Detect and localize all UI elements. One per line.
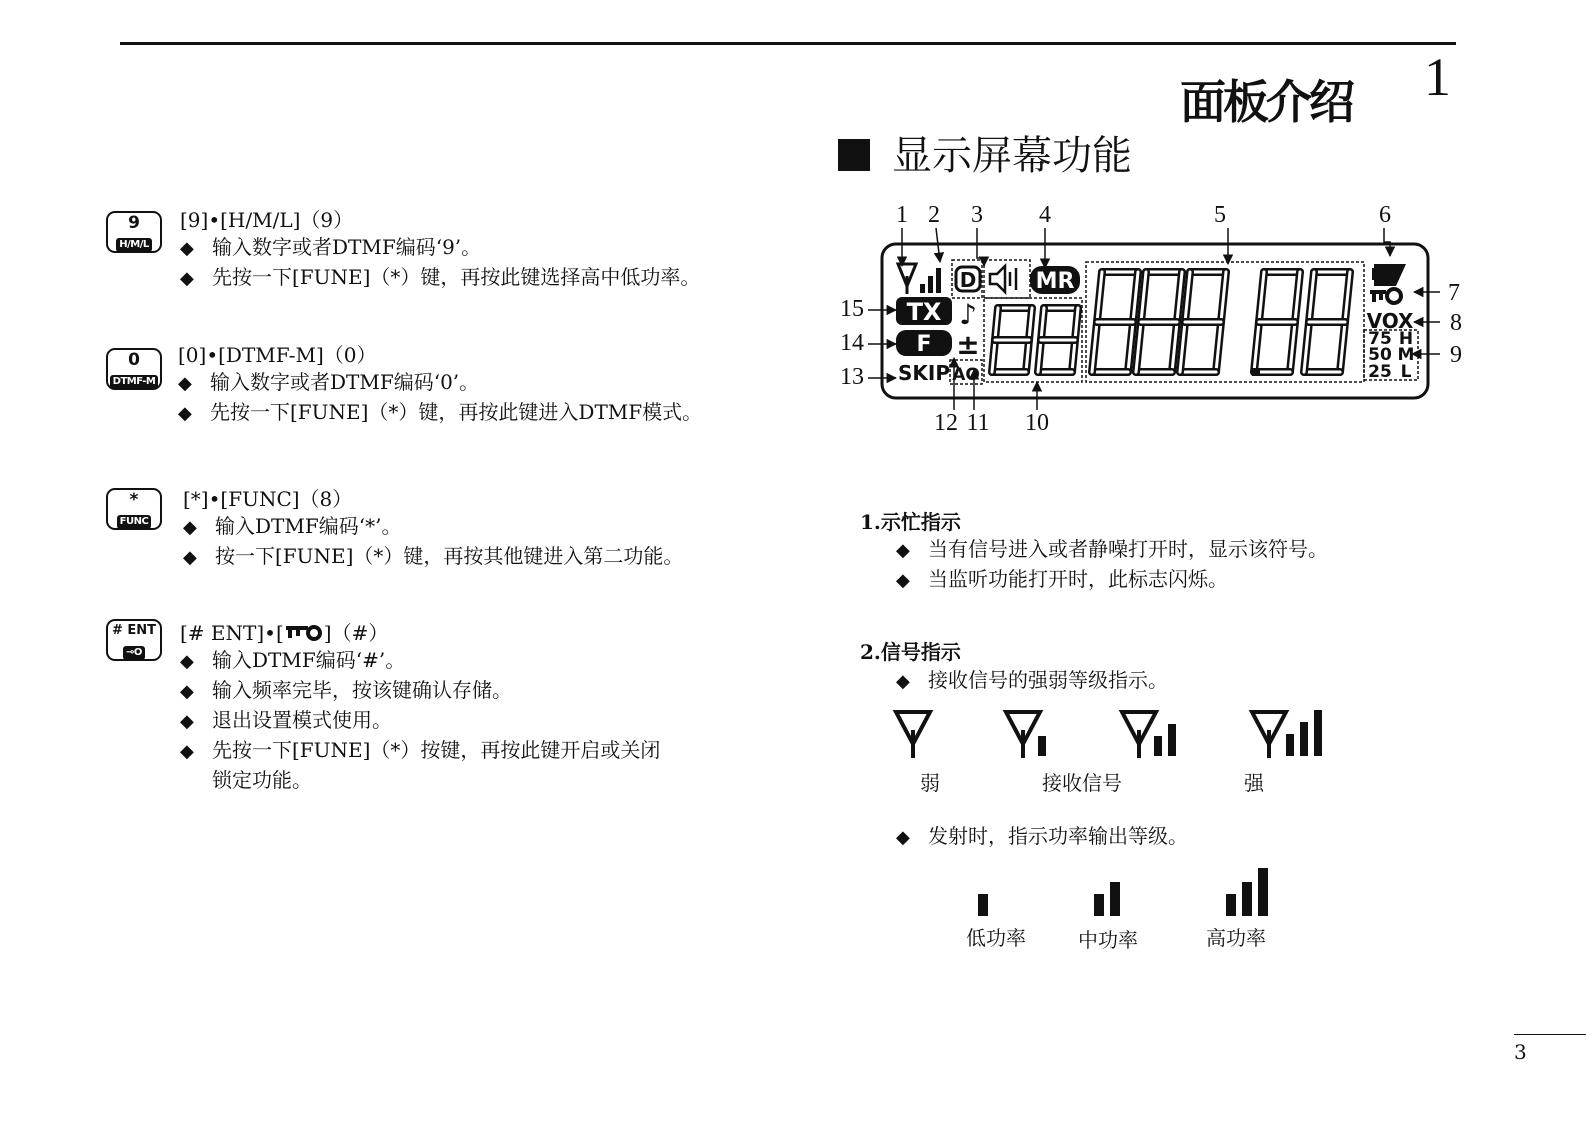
bullet-text: 先按一下[FUNE]（*）按键，再按此键开启或关闭 [212,738,661,762]
antenna-3-icon [1252,712,1286,758]
key-star-bullets [183,512,683,572]
level-25: 25 [1368,362,1392,382]
key-9-icon [106,211,162,253]
diamond-icon: ◆ [180,238,194,259]
bullet-text: 先按一下[FUNE]（*）键，再按此键选择高中低功率。 [212,265,701,289]
key-0-bottom: DTMF-M [110,375,159,389]
level-50: 50 [1368,345,1392,365]
key-star-top: * [129,490,139,510]
tx-indicator-icon [896,297,952,326]
callout-4: 4 [1039,202,1051,228]
key-hash-top: # ENT [111,623,157,638]
tx-power-bullet [896,822,1188,852]
speaker-icon [990,266,1016,292]
key-star-heading: [*]•[FUNC]（8） [183,487,353,511]
svg-text:TX: TX [906,298,942,326]
diamond-icon: ◆ [896,671,910,692]
diamond-icon: ◆ [178,373,192,394]
callout-10: 10 [1025,410,1049,436]
diamond-icon: ◆ [896,540,910,561]
page-rule [1514,1034,1586,1035]
bullet-text: 输入频率完毕，按该键确认存储。 [212,678,512,702]
busy-indicator-bullets [896,535,1328,595]
decimal-point [1252,368,1260,376]
key-9-heading: [9]•[H/M/L]（9） [180,208,354,232]
chapter-title: 面板介绍 [1180,75,1352,129]
section-title-text: 显示屏幕功能 [892,133,1132,179]
callout-12: 12 [934,410,958,436]
callout-1: 1 [896,202,908,228]
list-item [896,535,1328,565]
list-item [180,706,660,736]
callout-3: 3 [971,202,983,228]
note-icon: ♪ [959,298,977,331]
callout-5: 5 [1214,202,1226,228]
skip-label: SKIP [898,361,951,385]
power-low-icon [978,894,988,916]
key-9-top: 9 [128,213,140,233]
caption-mid-power: 中功率 [1078,928,1138,952]
bullet-text: 发射时，指示功率输出等级。 [928,824,1188,848]
bullet-text: 输入DTMF编码‘*’。 [215,514,402,538]
bullet-text: 先按一下[FUNE]（*）键，再按此键进入DTMF模式。 [210,400,703,424]
key-0-top: 0 [128,350,140,370]
diamond-icon: ◆ [180,651,194,672]
callout-13: 13 [840,364,864,390]
diamond-icon: ◆ [180,711,194,732]
list-item [180,233,700,263]
callout-9: 9 [1450,342,1462,368]
list-item [178,398,702,428]
list-item [180,676,660,706]
svg-text:F: F [916,332,932,357]
page-number: 3 [1514,1040,1527,1064]
key-star-icon [106,488,162,530]
callout-8: 8 [1450,310,1462,336]
bullet-text: 退出设置模式使用。 [212,708,392,732]
key-lock-icon [284,624,324,642]
signal-indicator-bullet [896,666,1168,696]
callout-11: 11 [966,410,990,436]
level-m: M [1397,345,1415,365]
bullet-text: 当监听功能打开时，此标志闪烁。 [928,567,1228,591]
caption-high-power: 高功率 [1206,926,1266,950]
diamond-icon: ◆ [180,741,194,762]
section-title [838,124,1132,181]
list-item [896,822,1188,852]
level-75: 75 [1368,329,1392,349]
heading-part-b: ]（#） [323,621,389,645]
duplex-d-icon [956,267,980,292]
list-item-continuation: 锁定功能。 [212,768,312,792]
callout-15: 15 [840,296,864,322]
bullet-text: 当有信号进入或者静噪打开时，显示该符号。 [928,537,1328,561]
diamond-icon: ◆ [180,268,194,289]
svg-text:D: D [959,268,977,292]
bullet-text: 输入DTMF编码‘#’。 [212,648,406,672]
offset-pm-icon: ± [956,328,980,361]
diamond-icon: ◆ [183,547,197,568]
key-0-icon [106,348,162,390]
callout-2: 2 [928,202,940,228]
callout-14: 14 [840,330,864,356]
level-h: H [1398,329,1414,349]
key-star-bottom: FUNC [117,515,152,529]
square-bullet-icon [838,139,870,171]
power-level-icons [960,860,1280,920]
function-f-icon [896,330,952,357]
signal-antenna-icon [898,264,941,294]
busy-indicator-title: 1.示忙指示 [860,510,961,534]
antenna-0-icon [896,712,930,758]
caption-weak: 弱 [920,771,940,795]
list-item [180,263,700,293]
diamond-icon: ◆ [896,827,910,848]
caption-low-power: 低功率 [966,926,1026,950]
caption-strong: 强 [1244,771,1264,795]
list-item [180,646,660,676]
key-9-bullets [180,233,700,293]
memory-mr-icon [1030,266,1080,294]
key-hash-icon [106,619,162,661]
header-rule [120,42,1456,45]
bullet-text: 接收信号的强弱等级指示。 [928,668,1168,692]
ao-label: AO [952,365,980,385]
list-item [183,542,683,572]
signal-strength-icons [890,704,1340,764]
bullet-text: 输入数字或者DTMF编码‘9’。 [212,235,482,259]
heading-part-a: [# ENT]•[ [180,621,284,645]
key-9-bottom: H/M/L [116,238,152,252]
vox-label: VOX [1366,309,1414,333]
diamond-icon: ◆ [180,681,194,702]
antenna-1-icon [1006,712,1040,758]
signal-indicator-title: 2.信号指示 [860,640,961,664]
list-item [896,666,1168,696]
callout-7: 7 [1448,280,1460,306]
key-lock-icon: ⊸O [123,646,145,660]
diamond-icon: ◆ [178,403,192,424]
diamond-icon: ◆ [183,517,197,538]
list-item [896,565,1328,595]
key-hash-heading [180,617,388,646]
diamond-icon: ◆ [896,570,910,591]
list-item [180,736,660,766]
svg-text:MR: MR [1035,269,1075,294]
caption-receive-signal: 接收信号 [1042,771,1122,795]
lcd-diagram [834,196,1474,440]
key-lock-icon [1370,289,1401,303]
bullet-text: 按一下[FUNE]（*）键，再按其他键进入第二功能。 [215,544,684,568]
key-0-bullets [178,368,702,428]
level-l: L [1400,362,1412,382]
antenna-2-icon [1122,712,1156,758]
callout-6: 6 [1379,202,1391,228]
bullet-text: 输入数字或者DTMF编码‘0’。 [210,370,480,394]
list-item [183,512,683,542]
list-item [178,368,702,398]
battery-icon [1372,264,1406,286]
key-hash-bullets [180,646,660,795]
chapter-number: 1 [1424,47,1451,107]
key-0-heading: [0]•[DTMF-M]（0） [178,343,377,367]
